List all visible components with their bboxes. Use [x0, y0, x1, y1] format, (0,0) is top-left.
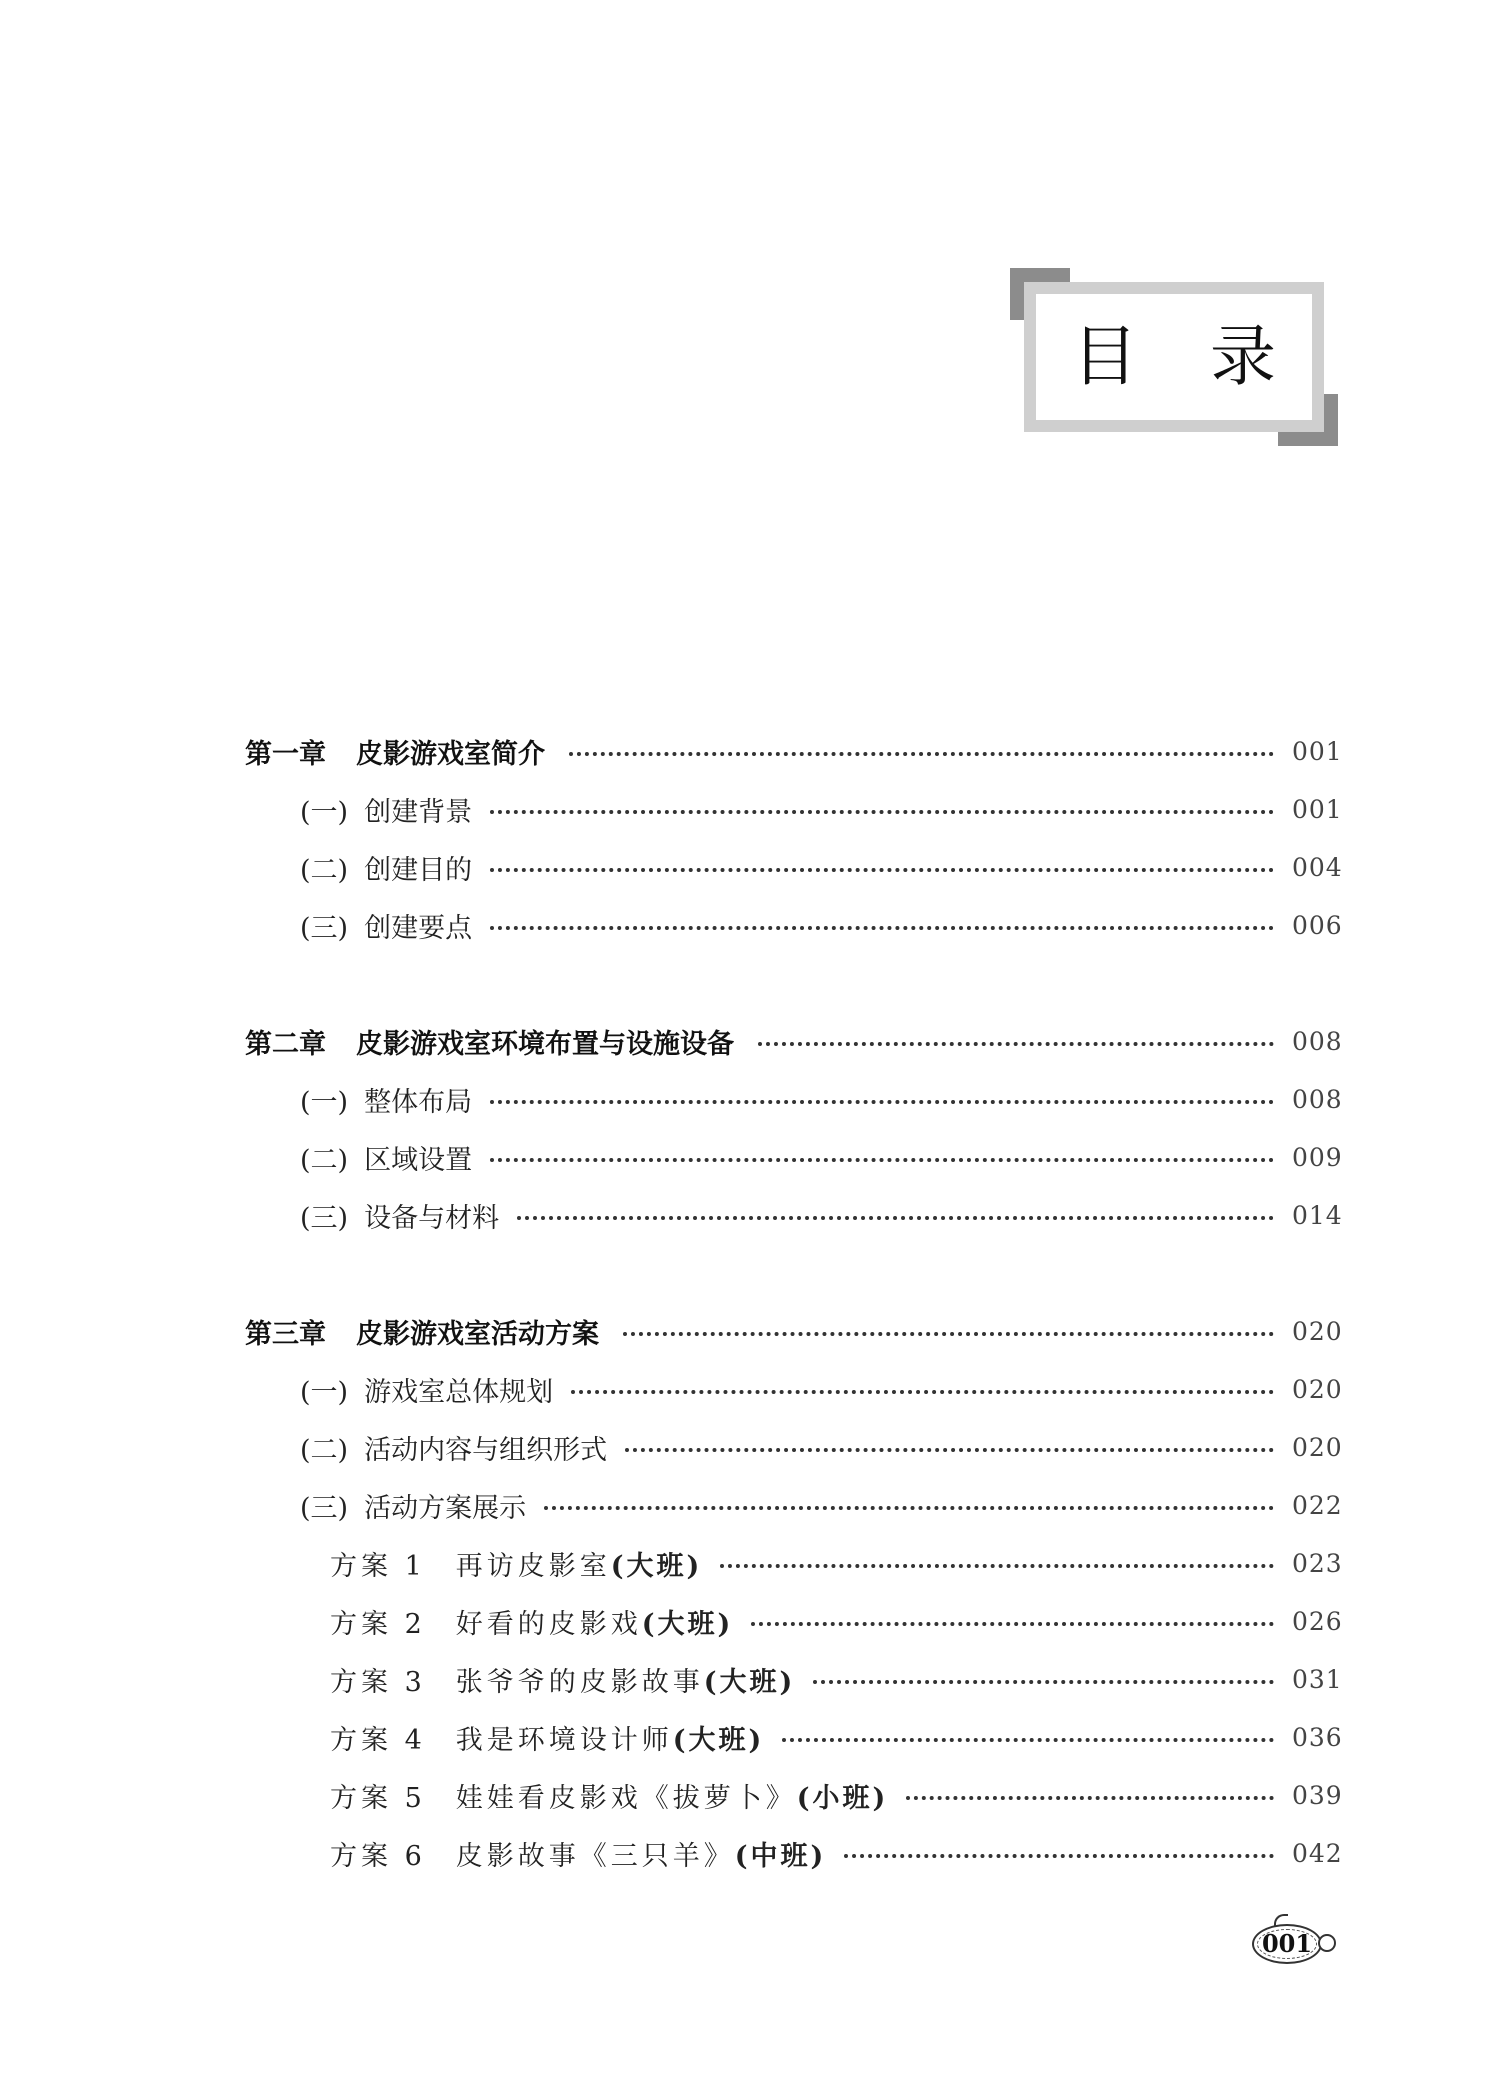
plan-class-tag: (中班): [734, 1840, 827, 1872]
page-number: 020: [1292, 1432, 1343, 1462]
chapter-title: 皮影游戏室活动方案: [356, 1318, 599, 1350]
plan-number: 方案 5: [330, 1782, 426, 1814]
page-number: 008: [1292, 1084, 1343, 1114]
dot-leader: [782, 1738, 1274, 1742]
page-number: 022: [1292, 1490, 1343, 1520]
dot-leader: [571, 1390, 1274, 1394]
section-number: (三): [300, 912, 349, 944]
dot-leader: [490, 868, 1274, 872]
chapter-number: 第一章: [245, 738, 326, 770]
toc-plan-6[interactable]: [245, 1824, 1343, 1882]
dot-leader: [623, 1332, 1274, 1336]
page-number: 020: [1292, 1316, 1343, 1346]
plan-title: 张爷爷的皮影故事: [455, 1666, 704, 1698]
toc-section-2-2[interactable]: [245, 1128, 1343, 1186]
plan-class-tag: (大班): [610, 1550, 703, 1582]
section-number: (三): [300, 1202, 349, 1234]
page-number: 023: [1292, 1548, 1343, 1578]
section-title: 整体布局: [364, 1086, 473, 1118]
toc-section-3-3[interactable]: [245, 1476, 1343, 1534]
toc-plan-4[interactable]: [245, 1708, 1343, 1766]
page-number-badge: [1248, 1914, 1336, 1970]
plan-class-tag: (大班): [672, 1724, 765, 1756]
page-number: 004: [1292, 852, 1343, 882]
page-number: 020: [1292, 1374, 1343, 1404]
page-number: 014: [1292, 1200, 1343, 1230]
toc-chapter-1[interactable]: [245, 722, 1343, 780]
page-number: 031: [1292, 1664, 1343, 1694]
dot-leader: [490, 810, 1274, 814]
section-number: (二): [300, 1144, 349, 1176]
dot-leader: [517, 1216, 1274, 1220]
page-number: 009: [1292, 1142, 1343, 1172]
section-number: (二): [300, 1434, 349, 1466]
dot-leader: [490, 926, 1274, 930]
page-number: 039: [1292, 1780, 1343, 1810]
title-box: [1024, 282, 1348, 432]
dot-leader: [544, 1506, 1274, 1510]
dot-leader: [569, 752, 1274, 756]
toc-plan-2[interactable]: [245, 1592, 1343, 1650]
toc-plan-1[interactable]: [245, 1534, 1343, 1592]
section-number: (三): [300, 1492, 349, 1524]
toc-section-3-1[interactable]: [245, 1360, 1343, 1418]
chapter-number: 第三章: [245, 1318, 326, 1350]
page-number: 001: [1292, 736, 1343, 766]
page-number: 036: [1292, 1722, 1343, 1752]
chapter-group-2: [245, 1012, 1343, 1244]
chapter-group-3: [245, 1302, 1343, 1882]
dot-leader: [490, 1100, 1274, 1104]
chapter-number: 第二章: [245, 1028, 326, 1060]
plan-title: 好看的皮影戏: [455, 1608, 642, 1640]
toc-section-2-3[interactable]: [245, 1186, 1343, 1244]
plan-number: 方案 6: [330, 1840, 426, 1872]
plan-number: 方案 2: [330, 1608, 426, 1640]
chapter-title: 皮影游戏室环境布置与设施设备: [356, 1028, 734, 1060]
section-number: (一): [300, 1086, 349, 1118]
toc-section-1-1[interactable]: [245, 780, 1343, 838]
dot-leader: [751, 1622, 1274, 1626]
toc-chapter-3[interactable]: [245, 1302, 1343, 1360]
dot-leader: [720, 1564, 1274, 1568]
plan-number: 方案 1: [330, 1550, 426, 1582]
section-title: 创建要点: [364, 912, 473, 944]
section-title: 创建背景: [364, 796, 473, 828]
table-of-contents: [245, 722, 1343, 1940]
plan-title: 皮影故事《三只羊》: [455, 1840, 735, 1872]
plan-class-tag: (小班): [796, 1782, 889, 1814]
toc-plan-3[interactable]: [245, 1650, 1343, 1708]
dot-leader: [906, 1796, 1274, 1800]
plan-class-tag: (大班): [641, 1608, 734, 1640]
toc-plan-5[interactable]: [245, 1766, 1343, 1824]
dot-leader: [625, 1448, 1274, 1452]
page-number: 008: [1292, 1026, 1343, 1056]
section-number: (一): [300, 1376, 349, 1408]
chapter-group-1: [245, 722, 1343, 954]
plan-title: 我是环境设计师: [455, 1724, 673, 1756]
section-title: 设备与材料: [364, 1202, 500, 1234]
section-title: 区域设置: [364, 1144, 473, 1176]
page-number: 026: [1292, 1606, 1343, 1636]
folio: 001: [1261, 1929, 1313, 1958]
page-number: 001: [1292, 794, 1343, 824]
dot-leader: [758, 1042, 1274, 1046]
title-frame: [1010, 268, 1348, 446]
dot-leader: [844, 1854, 1274, 1858]
toc-section-1-2[interactable]: [245, 838, 1343, 896]
plan-title: 娃娃看皮影戏《拔萝卜》: [455, 1782, 797, 1814]
page-number: 042: [1292, 1838, 1343, 1868]
toc-section-2-1[interactable]: [245, 1070, 1343, 1128]
face-icon: [1318, 1934, 1336, 1952]
toc-section-3-2[interactable]: [245, 1418, 1343, 1476]
plan-number: 方案 3: [330, 1666, 426, 1698]
dot-leader: [490, 1158, 1274, 1162]
toc-chapter-2[interactable]: [245, 1012, 1343, 1070]
toc-section-1-3[interactable]: [245, 896, 1343, 954]
page-number: 006: [1292, 910, 1343, 940]
plan-number: 方案 4: [330, 1724, 426, 1756]
chapter-title: 皮影游戏室简介: [356, 738, 545, 770]
dot-leader: [813, 1680, 1274, 1684]
section-title: 活动方案展示: [364, 1492, 527, 1524]
section-number: (一): [300, 796, 349, 828]
plan-title: 再访皮影室: [455, 1550, 611, 1582]
section-title: 创建目的: [364, 854, 473, 886]
plan-class-tag: (大班): [703, 1666, 796, 1698]
section-title: 游戏室总体规划: [364, 1376, 554, 1408]
section-title: 活动内容与组织形式: [364, 1434, 608, 1466]
page-title: 目录: [1072, 318, 1348, 395]
section-number: (二): [300, 854, 349, 886]
